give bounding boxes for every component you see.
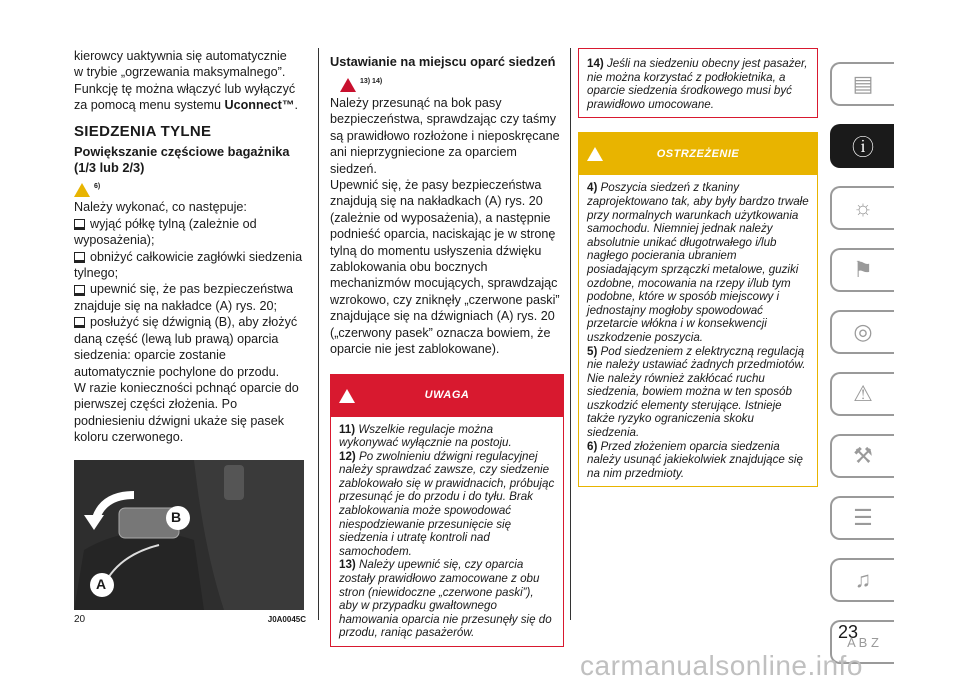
warning-car-icon[interactable]: ⚠ xyxy=(830,372,894,416)
index-letters-icon[interactable]: A B Z xyxy=(830,620,894,664)
column-2 xyxy=(330,48,564,647)
warning-box xyxy=(578,132,818,487)
figure-caption xyxy=(74,612,306,628)
column-divider xyxy=(318,48,319,620)
paragraph: Upewnić się, że pasy bezpieczeństwa znajdują się na nakładkach (A) rys. 20 (zależnie od wyposażenia), a następnie podnieść oparcia, naciskając je w stronę tylną do momentu usłyszenia dźwięku zablokowania obu bocznych mechanizmów mocujących, sprawdzając wzrokowo, czy zniknęły „czerwone paski” znajdujące się na dźwigniach (A) rys. 20 („czerwony pasek” oznacza bowiem, że oparcie nie jest zablokowane). xyxy=(330,178,560,357)
media-icon[interactable]: ♫ xyxy=(830,558,894,602)
label-a: A xyxy=(96,575,107,592)
steering-icon[interactable]: ◎ xyxy=(830,310,894,354)
section-heading: SIEDZENIA TYLNE xyxy=(74,122,212,140)
note-item: 11) Wszelkie regulacje można wykonywać wyłącznie na postoju. xyxy=(339,422,512,450)
box-header xyxy=(331,375,563,417)
watermark: carmanualsonline.info xyxy=(580,650,863,681)
paragraph: Należy przesunąć na bok pasy bezpieczeństwa, sprawdzając czy taśmy są prawidłowo rozłożone i nieposkręcane ani nieprzygniecione za oparciem siedzeń. xyxy=(330,96,560,176)
figure-code: J0A0045C xyxy=(267,614,306,624)
column-divider xyxy=(570,48,571,620)
box-header xyxy=(579,133,817,175)
column-3 xyxy=(578,48,818,487)
note-item: 14) Jeśli na siedzeniu obecny jest pasażer, nie można korzystać z podłokietnika, a oparcie siedzenia środkowego musi być prawidłowo umocowane. xyxy=(587,57,808,111)
note-item: 5) Pod siedzeniem z elektryczną regulacją nie należy ustawiać żadnych przedmiotów. Nie należy również zakłócać ruchu siedzenia, bowiem można w ten sposób uszkodzić elementy sterujące. Istnieje także ryzyko ograniczenia skoku siedzenia. xyxy=(587,344,806,440)
list-item: obniżyć całkowicie zagłówki siedzenia tylnego; xyxy=(74,249,303,281)
wrench-icon[interactable]: ⚒ xyxy=(830,434,894,478)
list-item: wyjąć półkę tylną (zależnie od wyposażenia); xyxy=(74,216,257,248)
bullet-icon xyxy=(74,252,85,263)
danger-icon xyxy=(340,78,356,92)
intro-text: kierowcy uaktywnia się automatycznie w trybie „ogrzewania maksymalnego”. Funkcję tę można włączyć lub wyłączyć za pomocą menu systemu Uconnect™. xyxy=(74,49,298,113)
column-1 xyxy=(74,48,306,628)
box-title: UWAGA xyxy=(424,389,470,402)
label-b: B xyxy=(171,508,182,525)
box-title: OSTRZEŻENIE xyxy=(656,148,740,161)
warning-icon xyxy=(74,183,90,197)
subsection-heading: Ustawianie na miejscu oparć siedzeń xyxy=(330,54,556,69)
page-number: 23 xyxy=(838,622,859,642)
note-item: 13) Należy upewnić się, czy oparcia zostały prawidłowo zamocowane z obu stron (niewidoczne „czerwone paski”), aby w przypadku gwałtownego hamowania oparcia nie przesunęły się do przodu, raniąc pasażerów. xyxy=(339,558,552,640)
bullet-icon xyxy=(74,317,85,328)
car-warning-icon xyxy=(587,147,603,161)
note-item: 4) Poszycia siedzeń z tkaniny zaprojektowano tak, aby były bardzo trwałe przy normalnych warunkach użytkowania samochodu. Niemniej jednak należy absolutnie unikać długotrwałego i/lub nagłego pocierania ubraniem posiadającym sprzączki metalowe, guziki ozdobne, mocowania na rzepy i/lub tym podobne, które w sposób miejscowy i jednostajny mogłoby spowodować przetarcie włókna i w konsekwencji uszkodzenie poszycia. xyxy=(587,181,809,344)
lead-text: Należy wykonać, co następuje: xyxy=(74,200,247,215)
seat-airbag-icon[interactable]: ⚑ xyxy=(830,248,894,292)
refs: 13) 14) xyxy=(360,78,383,86)
lights-icon[interactable]: ☼ xyxy=(830,186,894,230)
bullet-icon xyxy=(74,219,85,230)
continued-caution-box xyxy=(578,48,818,118)
list-item: posłużyć się dźwignią (B), aby złożyć daną część (lewą lub prawą) oparcia siedzenia: oparcie zostanie automatycznie pochylone do przodu. xyxy=(74,315,298,379)
figure-seat-photo xyxy=(74,460,304,610)
danger-icon xyxy=(339,389,355,403)
chapter-tabs xyxy=(830,62,898,682)
outro-text: W razie konieczności pchnąć oparcie do pierwszej części złożenia. Po podniesieniu dźwigni ukaże się pasek koloru czerwonego. xyxy=(74,380,299,445)
caution-box xyxy=(330,374,564,648)
bullet-icon xyxy=(74,285,85,296)
subsection-heading: Powiększanie częściowe bagażnika (1/3 lub 2/3) xyxy=(74,144,290,176)
car-info-icon[interactable]: ⓘ xyxy=(830,124,894,168)
note-item: 6) Przed złożeniem oparcia siedzenia należy usunąć jakiekolwiek znajdujące się na nim przedmioty. xyxy=(587,439,803,480)
specs-list-icon[interactable]: ☰ xyxy=(830,496,894,540)
refs: 6) xyxy=(94,182,101,190)
note-item: 12) Po zwolnieniu dźwigni regulacyjnej należy sprawdzać zawsze, czy siedzenie zablokowało się w prawidnacich, próbując przesunąć je do przodu i do tyłu. Brak zablokowania może spowodować niespodziewanie przesunięcie się siedzenia i utratę kontroli nad samochodem. xyxy=(339,449,555,558)
list-item: upewnić się, że pas bezpieczeństwa znajduje się na nakładce (A) rys. 20; xyxy=(74,282,294,313)
car-dashboard-icon[interactable]: ▤ xyxy=(830,62,894,106)
figure-number: 20 xyxy=(74,613,86,625)
